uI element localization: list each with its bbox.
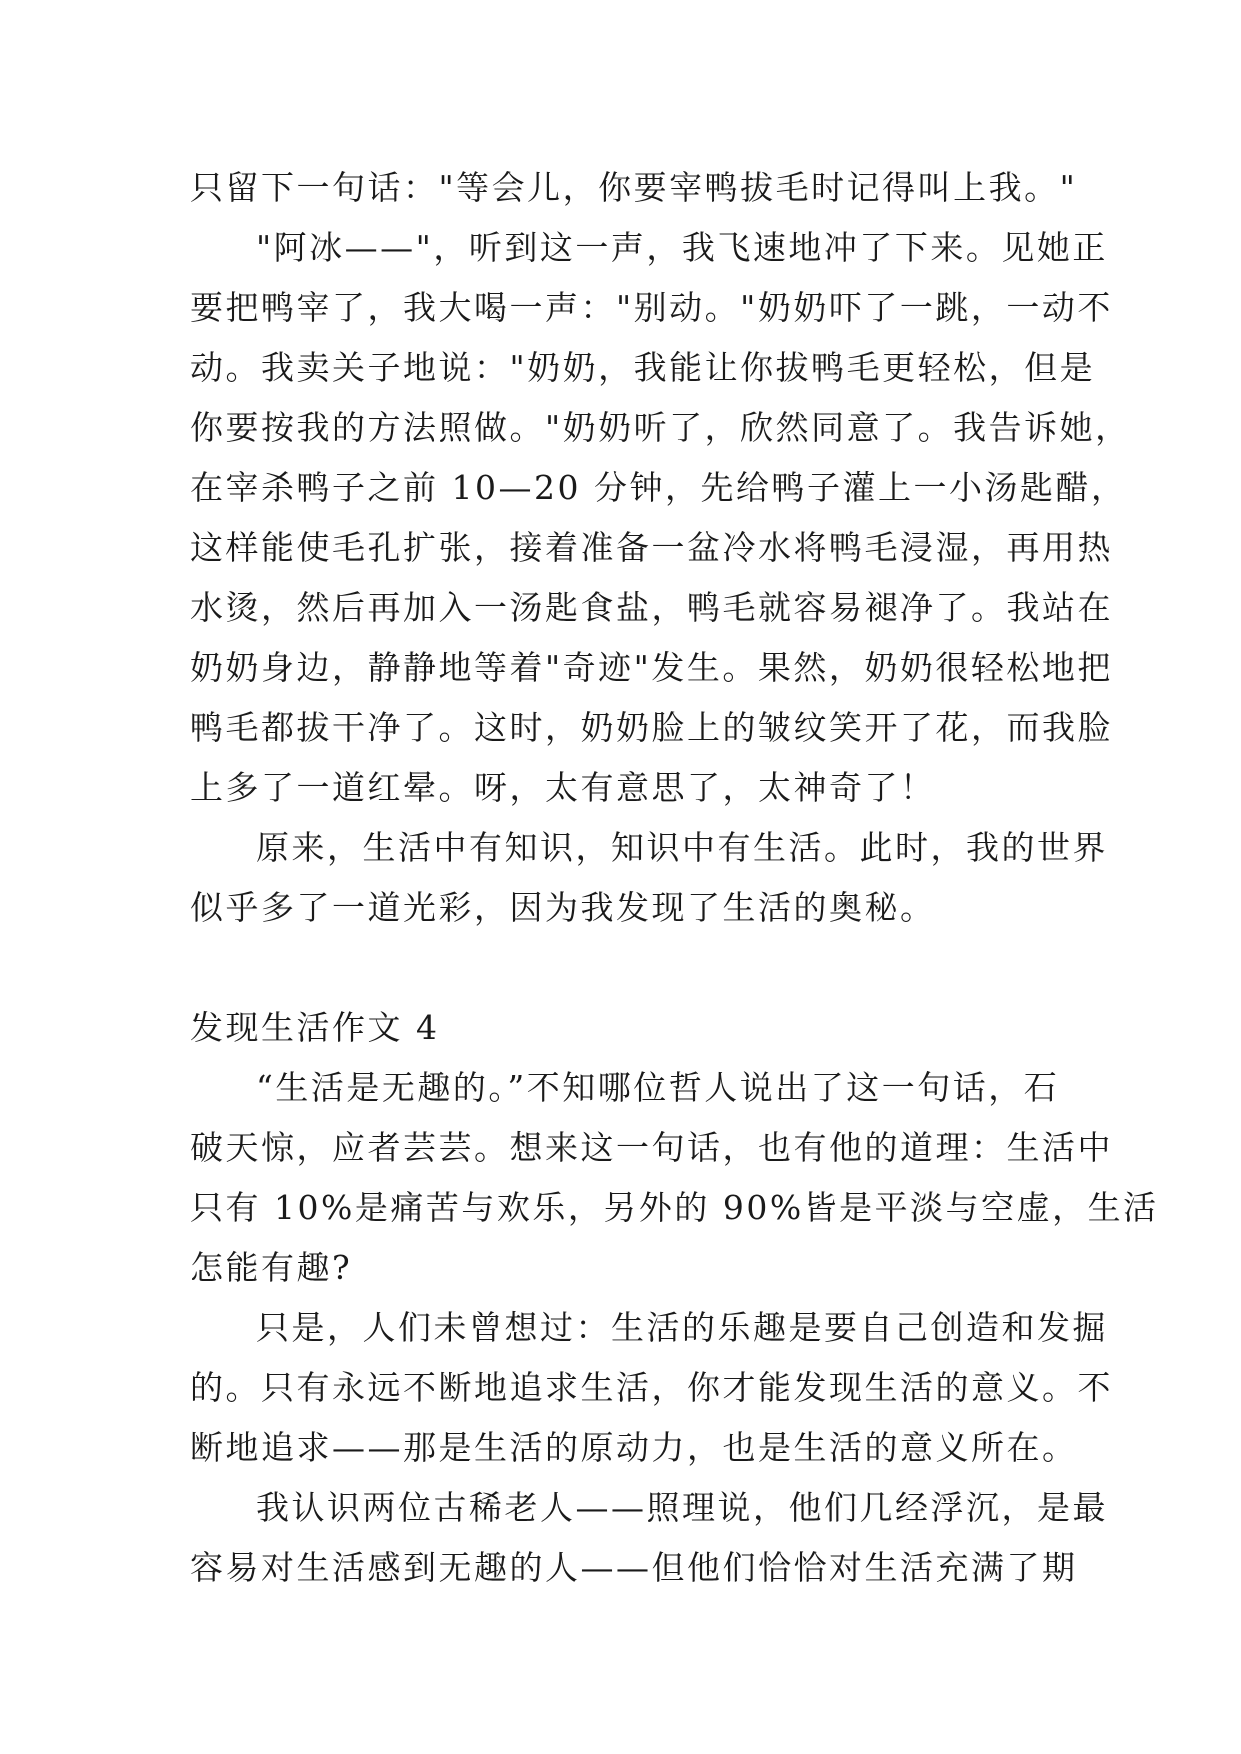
paragraph-line: 破天惊，应者芸芸。想来这一句话，也有他的道理：生活中 <box>190 1128 1113 1167</box>
paragraph-line: 怎能有趣? <box>190 1248 353 1287</box>
paragraph-line: 要把鸭宰了，我大喝一声："别动。"奶奶吓了一跳，一动不 <box>190 288 1113 327</box>
section-heading: 发现生活作文 4 <box>190 1008 440 1047</box>
paragraph-line: 似乎多了一道光彩，因为我发现了生活的奥秘。 <box>190 888 936 927</box>
paragraph-first-line: 原来，生活中有知识，知识中有生活。此时，我的世界 <box>256 828 1108 867</box>
paragraph-first-line: 只是，人们未曾想过：生活的乐趣是要自己创造和发掘 <box>256 1308 1108 1347</box>
paragraph-line: 在宰杀鸭子之前 10—20 分钟，先给鸭子灌上一小汤匙醋， <box>190 468 1127 507</box>
paragraph-line: 容易对生活感到无趣的人——但他们恰恰对生活充满了期 <box>190 1548 1078 1587</box>
paragraph-first-line: "阿冰——"，听到这一声，我飞速地冲了下来。见她正 <box>256 228 1108 267</box>
paragraph-first-line: “生活是无趣的。”不知哪位哲人说出了这一句话，石 <box>256 1068 1060 1107</box>
paragraph-line: 奶奶身边，静静地等着"奇迹"发生。果然，奶奶很轻松地把 <box>190 648 1113 687</box>
document-body <box>190 158 1159 1598</box>
section-gap <box>190 938 1060 998</box>
paragraph-line: 动。我卖关子地说："奶奶，我能让你拔鸭毛更轻松，但是 <box>190 348 1096 387</box>
paragraph-line: 只留下一句话："等会儿，你要宰鸭拔毛时记得叫上我。" <box>190 168 1078 207</box>
paragraph-line: 只有 10%是痛苦与欢乐，另外的 90%皆是平淡与空虚，生活 <box>190 1188 1159 1227</box>
paragraph-line: 你要按我的方法照做。"奶奶听了，欣然同意了。我告诉她， <box>190 408 1131 447</box>
paragraph-line: 水烫，然后再加入一汤匙食盐，鸭毛就容易褪净了。我站在 <box>190 588 1113 627</box>
paragraph-line: 上多了一道红晕。呀，太有意思了，太神奇了！ <box>190 768 936 807</box>
paragraph-line: 断地追求——那是生活的原动力，也是生活的意义所在。 <box>190 1428 1078 1467</box>
paragraph-line: 这样能使毛孔扩张，接着准备一盆冷水将鸭毛浸湿，再用热 <box>190 528 1113 567</box>
paragraph-line: 鸭毛都拔干净了。这时，奶奶脸上的皱纹笑开了花，而我脸 <box>190 708 1113 747</box>
paragraph-line: 的。只有永远不断地追求生活，你才能发现生活的意义。不 <box>190 1368 1113 1407</box>
paragraph-first-line: 我认识两位古稀老人——照理说，他们几经浮沉，是最 <box>256 1488 1108 1527</box>
